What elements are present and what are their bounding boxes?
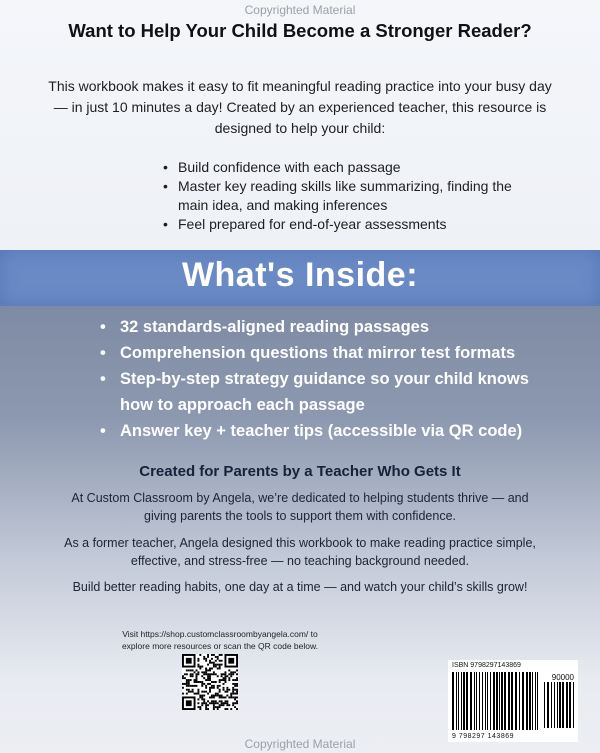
inside-item: • Step-by-step strategy guidance so your child knows how to approach each passage [100, 366, 540, 418]
bullet-icon: • [100, 422, 106, 440]
benefit-item: • Build confidence with each passage [163, 159, 401, 175]
benefit-item: • Master key reading skills like summarizing, finding the main idea, and making inferences [163, 178, 512, 213]
bullet-icon: • [163, 178, 168, 194]
headline: Want to Help Your Child Become a Stronger Reader? [68, 20, 532, 41]
subheading: Created for Parents by a Teacher Who Gets It [139, 463, 461, 480]
bullet-icon: • [163, 159, 168, 175]
benefits-list [160, 158, 520, 234]
bullet-icon: • [100, 344, 106, 362]
barcode-bars [452, 672, 538, 730]
isbn-barcode [448, 660, 578, 742]
bullet-icon: • [100, 318, 106, 336]
visit-text: Visit https://shop.customclassroombyangela.com/ to explore more resources or scan the QR code below. [121, 629, 319, 651]
watermark-bottom: Copyrighted Material [244, 737, 356, 751]
qr-code[interactable] [182, 654, 238, 710]
teacher-paragraph: As a former teacher, Angela designed this workbook to make reading practice simple, effective, and stress-free — no teaching background needed. [64, 536, 536, 568]
closing-paragraph: Build better reading habits, one day at a time — and watch your child’s skills grow! [72, 580, 528, 594]
whats-inside-list [100, 314, 540, 444]
qr-code-graphic [182, 654, 238, 710]
barcode-addon-bars [544, 682, 574, 728]
inside-item: • 32 standards-aligned reading passages [100, 314, 540, 340]
whats-inside-title: What's Inside: [181, 256, 419, 294]
about-paragraph: At Custom Classroom by Angela, we’re dedicated to helping students thrive — and giving parents the tools to support them with confidence. [71, 491, 529, 523]
bullet-icon: • [100, 370, 106, 388]
inside-item: • Comprehension questions that mirror test formats [100, 340, 540, 366]
benefit-item: • Feel prepared for end-of-year assessments [163, 216, 447, 232]
price-code: 90000 [551, 673, 574, 682]
intro-paragraph: This workbook makes it easy to fit meaningful reading practice into your busy day — in just 10 minutes a day! Created by an experienced teacher, this resource is designed to help your child: [48, 78, 552, 136]
isbn-label: ISBN 9798297143869 [452, 662, 521, 669]
isbn-digits: 9 798297 143869 [452, 733, 514, 740]
bullet-icon: • [163, 216, 168, 232]
inside-item: • Answer key + teacher tips (accessible via QR code) [100, 418, 540, 444]
watermark-top: Copyrighted Material [244, 3, 356, 17]
